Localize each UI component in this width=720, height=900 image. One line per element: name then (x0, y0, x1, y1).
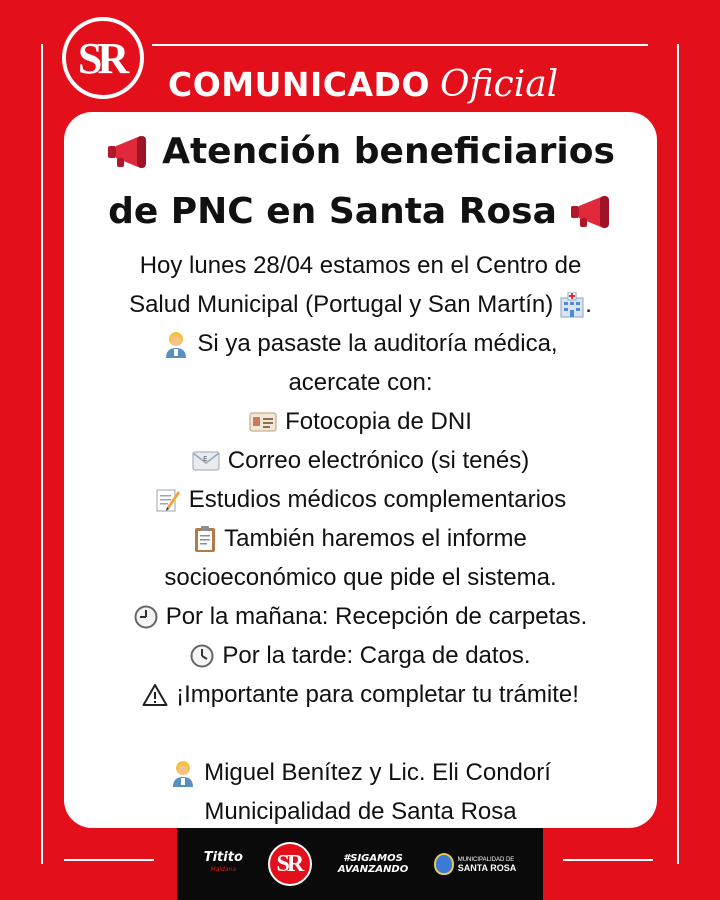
clock-nine-icon (134, 605, 158, 629)
body-text-12: ¡Importante para completar tu trámite! (176, 681, 579, 708)
municipality-logo (434, 853, 517, 875)
sigamos-avanzando-logo (338, 853, 408, 875)
body-text-8: También haremos el informe (224, 525, 527, 552)
body-line-5 (78, 402, 643, 441)
title-line-2 (78, 182, 643, 242)
tito-logo (204, 852, 243, 876)
frame-line-bottom-right (563, 859, 653, 861)
body-text-5: Fotocopia de DNI (285, 408, 472, 435)
body-line-11 (78, 636, 643, 675)
body-line-7 (78, 480, 643, 519)
health-worker-icon (163, 330, 189, 358)
body-text (78, 246, 643, 831)
clipboard-icon (194, 525, 216, 553)
person-icon (170, 759, 196, 787)
municipality-seal-icon (434, 853, 454, 875)
title-text-2: de PNC en Santa Rosa (108, 191, 557, 232)
body-line-14 (78, 792, 643, 831)
body-text-9: socioeconómico que pide el sistema. (164, 564, 557, 591)
warning-icon (142, 683, 168, 707)
envelope-icon (192, 450, 220, 472)
frame-line-right (677, 44, 679, 864)
body-line-9 (78, 558, 643, 597)
body-line-13 (78, 753, 643, 792)
megaphone-icon (569, 194, 613, 230)
tito-logo-sub: Maidana (210, 866, 237, 873)
body-line-10 (78, 597, 643, 636)
body-text-2: Salud Municipal (Portugal y San Martín) (129, 291, 554, 318)
body-line-1 (78, 246, 643, 285)
megaphone-icon (106, 134, 150, 170)
sigamos-line-2: AVANZANDO (337, 864, 409, 875)
frame-line-top (152, 44, 648, 46)
body-text-14: Municipalidad de Santa Rosa (204, 798, 517, 825)
spacer (78, 714, 643, 753)
body-text-4: acercate con: (288, 369, 433, 396)
body-text-2-end: . (585, 291, 592, 318)
body-line-2 (78, 285, 643, 324)
body-text-6: Correo electrónico (si tenés) (227, 447, 530, 474)
sigamos-line-1: #SIGAMOS (343, 853, 403, 864)
header-title (168, 64, 558, 104)
content-card (64, 112, 657, 828)
body-text-7: Estudios médicos complementarios (188, 486, 567, 513)
hospital-icon (559, 292, 585, 318)
clock-four-icon (190, 644, 214, 668)
body-line-12 (78, 675, 643, 714)
svg-text:E: E (202, 454, 208, 463)
id-card-icon (249, 411, 277, 433)
tito-logo-text: Titito (203, 850, 243, 865)
sr-footer-logo (268, 842, 312, 886)
body-text-13: Miguel Benítez y Lic. Eli Condorí (204, 759, 551, 786)
muni-small: MUNICIPALIDAD DE (457, 857, 515, 863)
sponsor-bar (177, 828, 543, 900)
body-text-11: Por la tarde: Carga de datos. (222, 642, 531, 669)
body-text-3: Si ya pasaste la auditoría médica, (197, 330, 558, 357)
municipality-logo-text (458, 856, 517, 872)
sr-footer-logo-text: SR (276, 850, 302, 877)
header-italic: Oficial (440, 64, 559, 105)
body-line-6 (78, 441, 643, 480)
frame-line-bottom-left (64, 859, 154, 861)
body-text-1: Hoy lunes 28/04 estamos en el Centro de (139, 252, 582, 279)
body-line-8 (78, 519, 643, 558)
title-line-1 (78, 122, 643, 182)
muni-big: SANTA ROSA (457, 863, 517, 873)
header-main: COMUNICADO (168, 65, 431, 104)
body-line-4 (78, 363, 643, 402)
card-title (78, 122, 643, 242)
frame-line-left (41, 44, 43, 864)
body-line-3 (78, 324, 643, 363)
sr-logo-text: SR (77, 33, 125, 83)
body-text-10: Por la mañana: Recepción de carpetas. (165, 603, 588, 630)
memo-icon (155, 487, 181, 513)
sr-logo (62, 17, 144, 99)
title-text-1: Atención beneficiarios (162, 131, 615, 172)
